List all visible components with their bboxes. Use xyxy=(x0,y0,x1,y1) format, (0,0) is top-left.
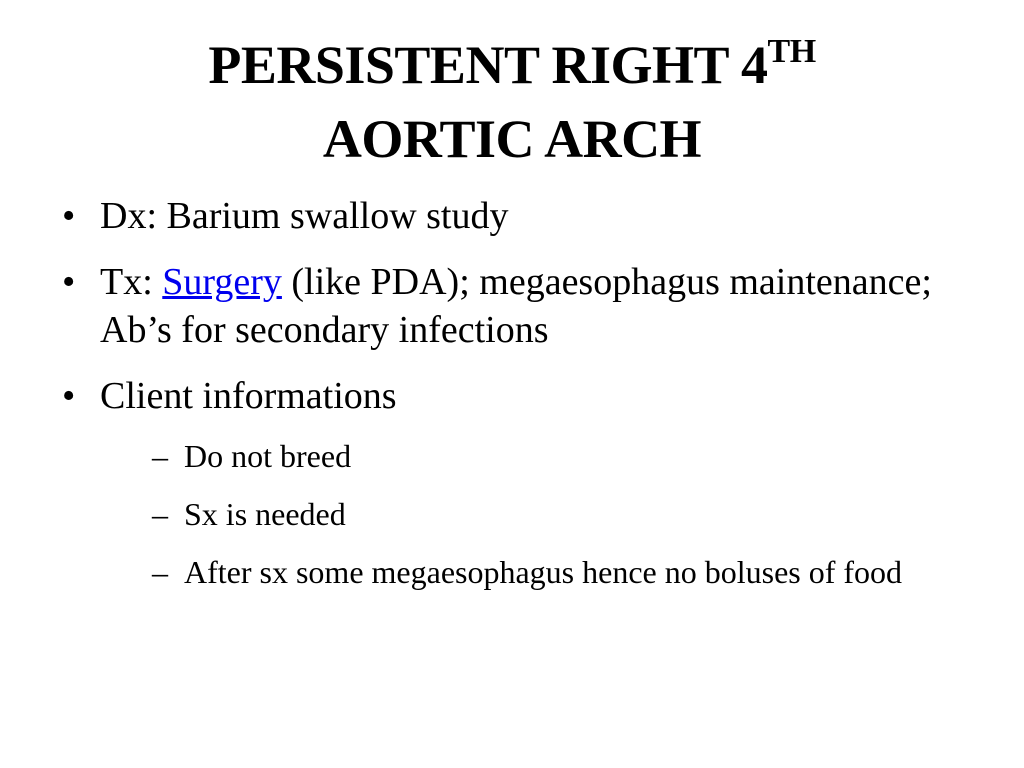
slide-body xyxy=(62,192,982,612)
sub-marker: – xyxy=(152,438,168,474)
sub-marker: – xyxy=(152,496,168,532)
subitem-sx-needed xyxy=(152,492,982,536)
surgery-link[interactable]: Surgery xyxy=(162,261,282,303)
sub-marker: – xyxy=(152,554,168,590)
bullet-text: Dx: Barium swallow study xyxy=(100,195,509,237)
bullet-text: Client informations xyxy=(100,375,397,417)
bullet-marker: • xyxy=(62,195,76,237)
bullet-tx xyxy=(62,258,982,354)
bullet-client-informations xyxy=(62,372,982,594)
title-superscript: TH xyxy=(767,32,816,70)
title-line-2: AORTIC ARCH xyxy=(322,109,702,169)
slide-title xyxy=(40,28,984,176)
bullet-marker: • xyxy=(62,375,76,417)
bullet-marker: • xyxy=(62,261,76,303)
subitem-text: After sx some megaesophagus hence no boluses of food xyxy=(184,554,903,590)
subitem-after-sx xyxy=(152,550,982,594)
subitem-text: Do not breed xyxy=(184,438,352,474)
bullet-prefix: Tx: xyxy=(100,261,163,303)
title-main-text: PERSISTENT RIGHT 4 xyxy=(208,35,768,95)
client-info-subitems xyxy=(152,434,982,594)
bullet-suffix: (like PDA); megaesophagus maintenance; Ab’s for secondary infections xyxy=(100,261,932,351)
subitem-do-not-breed xyxy=(152,434,982,478)
bullet-dx xyxy=(62,192,982,240)
title-line-1 xyxy=(40,28,984,102)
subitem-text: Sx is needed xyxy=(184,496,346,532)
